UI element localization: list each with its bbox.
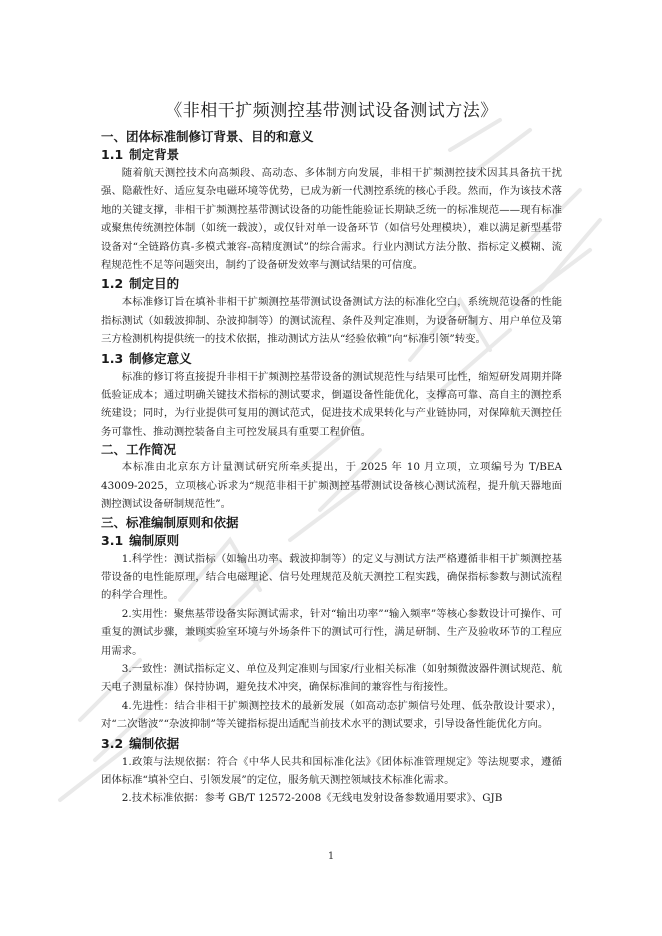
subsection-heading bbox=[101, 146, 562, 163]
paragraph: 2.实用性：聚焦基带设备实际测试需求，针对“输出功率”“输入频率”等核心参数设计可操作、可重复的测试步骤，兼顾实验室环境与外场条件下的测试可行性，满足研制、生产及验收环节的工程应用需求。 bbox=[101, 607, 562, 657]
paragraph: 1.政策与法规依据：符合《中华人民共和国标准化法》《团体标准管理规定》等法规要求，遵循团体标准“填补空白、引领发展”的定位，服务航天测控领域技术标准化需求。 bbox=[101, 755, 562, 786]
paragraph: 本标准由北京东方计量测试研究所牵头提出，于 2025 年 10 月立项，立项编号为 T/BEA 43009-2025，立项核心诉求为“规范非相干扩频测控基带测试设备核心测试流程，提升航天器地面测控测试设备研制规范性”。 bbox=[101, 461, 562, 511]
section-heading: 一、团体标准制修订背景、目的和意义 bbox=[101, 129, 314, 144]
subsection-number: 1.3 bbox=[101, 350, 124, 366]
subsection-heading bbox=[101, 350, 562, 367]
document-title: 《非相干扩频测控基带测试设备测试方法》 bbox=[165, 101, 498, 121]
paragraph: 1.科学性：测试指标（如输出功率、载波抑制等）的定义与测试方法严格遵循非相干扩频测控基带设备的电性能原理，结合电磁理论、信号处理规范及航天测控工程实践，确保指标参数与测试流程的科学合理性。 bbox=[101, 552, 562, 602]
paragraph: 3.一致性：测试指标定义、单位及判定准则与国家/行业相关标准（如射频微波器件测试规范、航天电子测量标准）保持协调，避免技术冲突，确保标准间的兼容性与衔接性。 bbox=[101, 662, 562, 694]
subsection-title: 制修定意义 bbox=[129, 350, 192, 366]
paragraph: 本标准修订旨在填补非相干扩频测控基带测试设备测试方法的标准化空白，系统规范设备的性能指标测试（如载波抑制、杂波抑制等）的测试流程、条件及判定准则，为设备研制方、用户单位及第三方检测机构提供统一的技术依据，推动测试方法从“经验依赖”向“标准引领”转变。 bbox=[101, 296, 562, 346]
subsection-heading bbox=[101, 735, 562, 752]
subsection-title: 制定背景 bbox=[129, 147, 180, 162]
subsection-heading bbox=[101, 532, 562, 549]
paragraph: 标准的修订将直接提升非相干扩频测控基带设备的测试规范性与结果可比性，缩短研发周期并降低验证成本；通过明确关键技术指标的测试要求，倒逼设备性能优化，支撑高可靠、高自主的测控系统建设；同时，为行业提供可复用的测试范式，促进技术成果转化与产业链协同，对保障航天测控任务可靠性、推动测控装备自主可控发展具有重要工程价值。 bbox=[101, 370, 562, 438]
section-heading: 三、标准编制原则和依据 bbox=[101, 514, 239, 530]
subsection-number: 3.2 bbox=[101, 735, 124, 751]
subsection-number: 1.2 bbox=[101, 276, 124, 292]
paragraph: 2.技术标准依据：参考 GB/T 12572-2008《无线电发射设备参数通用要求》、GJB bbox=[121, 792, 503, 805]
subsection-number: 3.1 bbox=[101, 532, 124, 548]
page-number: 1 bbox=[327, 851, 335, 862]
section-heading: 二、工作简况 bbox=[101, 442, 177, 458]
subsection-title: 编制原则 bbox=[129, 532, 180, 548]
subsection-title: 编制依据 bbox=[129, 735, 180, 751]
subsection-number: 1.1 bbox=[101, 147, 124, 162]
paragraph: 4.先进性：结合非相干扩频测控技术的最新发展（如高动态扩频信号处理、低杂散设计要求），对“二次谐波”“杂波抑制”等关键指标提出适配当前技术水平的测试要求，引导设备性能优化方向。 bbox=[101, 699, 562, 731]
subsection-title: 制定目的 bbox=[129, 276, 180, 292]
document-body bbox=[101, 100, 562, 808]
subsection-heading bbox=[101, 275, 562, 292]
paragraph: 随着航天测控技术向高频段、高动态、多体制方向发展，非相干扩频测控技术因其具备抗干扰强、隐蔽性好、适应复杂电磁环境等优势，已成为新一代测控系统的核心手段。然而，作为该技术落地的关键支撑，非相干扩频测控基带测试设备的功能性能验证长期缺乏统一的标准规范——现有标准或聚焦传统测控体制（如统一载波），或仅针对单一设备环节（如信号处理模块），难以满足新型基带设备对“全链路仿真-多模式兼容-高精度测试”的综合需求。行业内测试方法分散、指标定义模糊、流程规范性不足等问题突出，制约了设备研发效率与测试结果的可信度。 bbox=[101, 167, 562, 272]
